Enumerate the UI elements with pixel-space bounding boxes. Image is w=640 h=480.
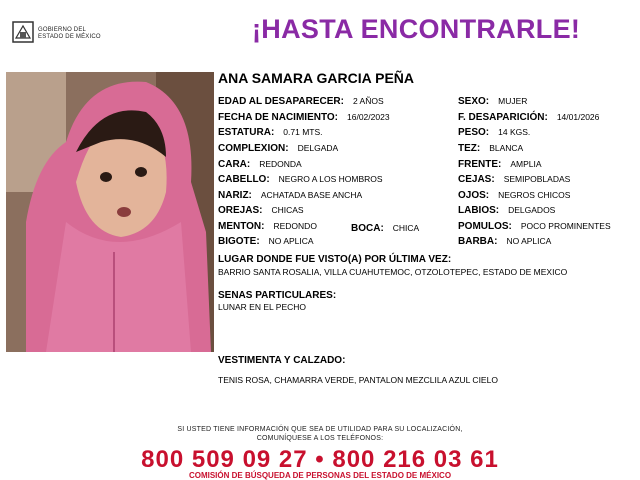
field-value: NO APLICA	[506, 236, 552, 246]
field-label: FECHA DE NACIMIENTO:	[218, 112, 338, 123]
field-height	[218, 127, 323, 138]
field-value: NO APLICA	[268, 236, 314, 246]
person-name: ANA SAMARA GARCIA PEÑA	[218, 70, 414, 86]
field-label: BARBA:	[458, 236, 498, 247]
field-build	[218, 143, 338, 154]
last-seen-label: LUGAR DONDE FUE VISTO(A) POR ÚLTIMA VEZ:	[218, 254, 452, 265]
field-label: POMULOS:	[458, 221, 512, 232]
contact-notice-line-2: COMUNÍQUESE A LOS TELÉFONOS:	[256, 435, 384, 442]
field-value: DELGADOS	[508, 205, 556, 215]
field-eyebrows	[458, 174, 570, 185]
field-sex	[458, 96, 527, 107]
state-emblem-icon	[10, 18, 36, 46]
field-label: LABIOS:	[458, 205, 500, 216]
field-birthdate	[218, 112, 390, 123]
field-face	[218, 159, 302, 170]
field-value: CHICA	[392, 223, 420, 233]
field-value: ACHATADA BASE ANCHA	[260, 190, 363, 200]
field-age	[218, 96, 384, 107]
field-value: 14 KGS.	[498, 127, 531, 137]
field-value: CHICAS	[271, 205, 304, 215]
field-value: REDONDO	[273, 221, 317, 231]
field-label: PESO:	[458, 127, 490, 138]
clothing-label: VESTIMENTA Y CALZADO:	[218, 355, 346, 366]
field-value: 0.71 MTS.	[283, 127, 323, 137]
field-label: OJOS:	[458, 190, 490, 201]
field-forehead	[458, 159, 542, 170]
commission-name: COMISIÓN DE BÚSQUEDA DE PERSONAS DEL ESTADO DE MÉXICO	[188, 471, 452, 480]
field-label: EDAD AL DESAPARECER:	[218, 96, 344, 107]
clothing-value: TENIS ROSA, CHAMARRA VERDE, PANTALON MEZCLILA AZUL CIELO	[218, 375, 498, 385]
logo-line-1: GOBIERNO DEL	[38, 27, 87, 33]
field-weight	[458, 127, 530, 138]
field-label: CEJAS:	[458, 174, 495, 185]
field-nose	[218, 190, 362, 201]
field-label: SEXO:	[458, 96, 490, 107]
marks-value: LUNAR EN EL PECHO	[218, 302, 307, 312]
field-ears	[218, 205, 304, 216]
field-value: AMPLIA	[510, 159, 542, 169]
field-beard	[458, 236, 551, 247]
field-mustache	[218, 236, 314, 247]
field-hair	[218, 174, 383, 185]
field-value: 14/01/2026	[556, 112, 600, 122]
logo-text	[38, 27, 101, 41]
field-label: CABELLO:	[218, 174, 270, 185]
field-value: BLANCA	[489, 143, 524, 153]
field-label: OREJAS:	[218, 205, 263, 216]
field-label: FRENTE:	[458, 159, 502, 170]
field-value: DELGADA	[297, 143, 339, 153]
field-value: 2 AÑOS	[352, 96, 384, 106]
field-label: F. DESAPARICIÓN:	[458, 112, 548, 123]
logo-line-2: ESTADO DE MÉXICO	[38, 34, 101, 40]
field-label: ESTATURA:	[218, 127, 275, 138]
field-lips	[458, 205, 555, 216]
field-value: SEMIPOBLADAS	[503, 174, 571, 184]
field-value: POCO PROMINENTES	[520, 221, 611, 231]
field-value: REDONDA	[259, 159, 302, 169]
missing-person-photo	[6, 72, 214, 352]
last-seen-value: BARRIO SANTA ROSALIA, VILLA CUAHUTEMOC, OTZOLOTEPEC, ESTADO DE MEXICO	[218, 267, 568, 277]
field-disappearance-date	[458, 112, 599, 123]
field-cheekbones	[458, 221, 611, 232]
field-label: BOCA:	[351, 223, 384, 234]
field-label: NARIZ:	[218, 190, 252, 201]
field-value: NEGRO A LOS HOMBROS	[278, 174, 383, 184]
marks-label: SENAS PARTICULARES:	[218, 290, 337, 301]
field-value: 16/02/2023	[347, 112, 390, 122]
phone-numbers: 800 509 09 27 • 800 216 03 61	[141, 446, 499, 473]
contact-notice-line-1: SI USTED TIENE INFORMACIÓN QUE SEA DE UTILIDAD PARA SU LOCALIZACIÓN,	[177, 426, 463, 433]
field-complexion	[458, 143, 523, 154]
headline: ¡HASTA ENCONTRARLE!	[252, 14, 581, 44]
field-chin	[218, 221, 317, 232]
field-value: NEGROS CHICOS	[498, 190, 571, 200]
field-mouth	[351, 223, 419, 234]
field-label: MENTON:	[218, 221, 265, 232]
field-label: TEZ:	[458, 143, 481, 154]
field-value: MUJER	[498, 96, 528, 106]
field-label: CARA:	[218, 159, 251, 170]
field-eyes	[458, 190, 570, 201]
field-label: BIGOTE:	[218, 236, 260, 247]
field-label: COMPLEXION:	[218, 143, 289, 154]
